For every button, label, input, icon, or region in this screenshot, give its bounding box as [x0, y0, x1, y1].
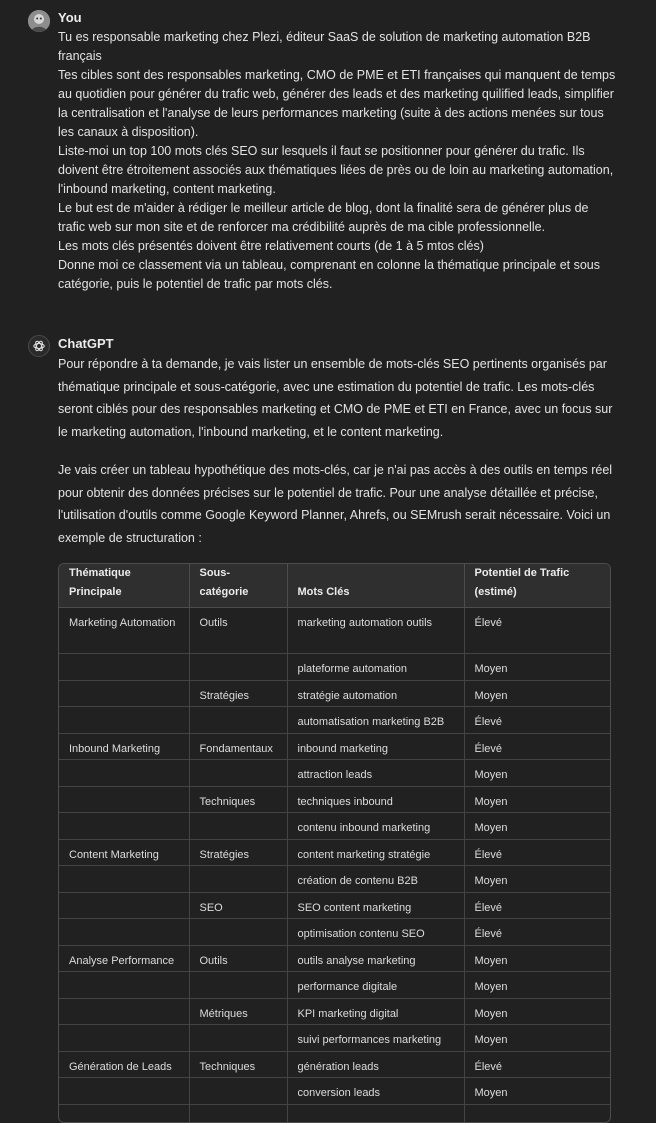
- cell-mot-cle: content marketing stratégie: [287, 839, 464, 866]
- cell-potentiel: [464, 1104, 611, 1123]
- cell-sous-categorie: Métriques: [189, 998, 287, 1025]
- table-row: [59, 839, 611, 866]
- user-paragraph: Tes cibles sont des responsables marketing, CMO de PME et ETI françaises qui manquent de temps au quotidien pour générer du trafic web, générer des leads et des marketing quilified leads, simplifier la centralisation et l'analyse de leurs performances marketing (suite à des actions menées sur tous les canaux à disposition).: [58, 66, 618, 142]
- cell-mot-cle: techniques inbound: [287, 786, 464, 813]
- cell-sous-categorie: Stratégies: [189, 839, 287, 866]
- header-sous-categorie: Sous-catégorie: [189, 564, 287, 608]
- cell-mot-cle: KPI marketing digital: [287, 998, 464, 1025]
- header-thematique: Thématique Principale: [59, 564, 189, 608]
- cell-mot-cle: SEO content marketing: [287, 892, 464, 919]
- openai-logo-icon: [32, 339, 46, 353]
- cell-thematique: [59, 786, 189, 813]
- cell-potentiel: Élevé: [464, 707, 611, 734]
- table-row: [59, 813, 611, 840]
- cell-potentiel: Élevé: [464, 839, 611, 866]
- cell-thematique: [59, 919, 189, 946]
- cell-mot-cle: automatisation marketing B2B: [287, 707, 464, 734]
- user-author-name: You: [58, 10, 82, 25]
- cell-sous-categorie: [189, 972, 287, 999]
- user-message-text: [58, 28, 618, 294]
- keywords-table-container: [58, 563, 611, 1123]
- user-avatar: [28, 10, 50, 32]
- cell-sous-categorie: [189, 760, 287, 787]
- cell-mot-cle: attraction leads: [287, 760, 464, 787]
- table-body: [59, 608, 611, 1123]
- cell-potentiel: Moyen: [464, 972, 611, 999]
- user-paragraph: Le but est de m'aider à rédiger le meilleur article de blog, dont la finalité sera de générer plus de trafic web sur mon site et de renforcer ma crédibilité auprès de ma cible professionnelle.: [58, 199, 618, 237]
- cell-sous-categorie: Stratégies: [189, 680, 287, 707]
- cell-sous-categorie: SEO: [189, 892, 287, 919]
- assistant-intro-text: [58, 353, 618, 443]
- cell-thematique: [59, 892, 189, 919]
- cell-mot-cle: suivi performances marketing: [287, 1025, 464, 1052]
- table-row: [59, 945, 611, 972]
- cell-mot-cle: [287, 1104, 464, 1123]
- assistant-paragraph: Je vais créer un tableau hypothétique des mots-clés, car je n'ai pas accès à des outils en temps réel pour obtenir des données précises sur le potentiel de trafic. Pour une analyse détaillée et précise, l'utilisation d'outils comme Google Keyword Planner, Ahrefs, ou SEMrush serait nécessaire. Voici un exemple de structuration :: [58, 459, 618, 549]
- cell-sous-categorie: [189, 813, 287, 840]
- table-row: [59, 707, 611, 734]
- user-paragraph: Donne moi ce classement via un tableau, comprenant en colonne la thématique principale et sous catégorie, puis le potentiel de trafic par mots clés.: [58, 256, 618, 294]
- cell-potentiel: Élevé: [464, 892, 611, 919]
- cell-mot-cle: stratégie automation: [287, 680, 464, 707]
- cell-mot-cle: outils analyse marketing: [287, 945, 464, 972]
- cell-mot-cle: marketing automation outils: [287, 608, 464, 654]
- header-mots-cles: Mots Clés: [287, 564, 464, 608]
- cell-thematique: Inbound Marketing: [59, 733, 189, 760]
- table-row: [59, 919, 611, 946]
- cell-mot-cle: performance digitale: [287, 972, 464, 999]
- table-row: [59, 786, 611, 813]
- cell-mot-cle: génération leads: [287, 1051, 464, 1078]
- cell-thematique: [59, 654, 189, 681]
- cell-mot-cle: création de contenu B2B: [287, 866, 464, 893]
- table-row: [59, 998, 611, 1025]
- cell-mot-cle: contenu inbound marketing: [287, 813, 464, 840]
- assistant-paragraph: Pour répondre à ta demande, je vais lister un ensemble de mots-clés SEO pertinents organisés par thématique principale et sous-catégorie, avec une estimation du potentiel de trafic. Les mots-clés seront ciblés pour des responsables marketing et CMO de PME et ETI en France, avec un focus sur le marketing automation, l'inbound marketing, et le content marketing.: [58, 353, 618, 443]
- user-paragraph: Les mots clés présentés doivent être relativement courts (de 1 à 5 mtos clés): [58, 237, 618, 256]
- cell-potentiel: Moyen: [464, 945, 611, 972]
- cell-sous-categorie: [189, 866, 287, 893]
- header-potentiel: Potentiel de Trafic (estimé): [464, 564, 611, 608]
- table-row: [59, 1051, 611, 1078]
- cell-thematique: [59, 1104, 189, 1123]
- cell-sous-categorie: [189, 919, 287, 946]
- user-paragraph: Liste-moi un top 100 mots clés SEO sur lesquels il faut se positionner pour générer du trafic. Ils doivent être étroitement associés aux thématiques liées de près ou de loin au marketing automation, l'inbound marketing, content marketing.: [58, 142, 618, 199]
- user-avatar-icon: [28, 10, 50, 32]
- cell-mot-cle: inbound marketing: [287, 733, 464, 760]
- assistant-author-name: ChatGPT: [58, 336, 114, 351]
- cell-thematique: [59, 1078, 189, 1105]
- cell-sous-categorie: [189, 707, 287, 734]
- table-row: [59, 1078, 611, 1105]
- table-row: [59, 733, 611, 760]
- cell-thematique: Analyse Performance: [59, 945, 189, 972]
- table-row: [59, 654, 611, 681]
- cell-sous-categorie: [189, 654, 287, 681]
- cell-thematique: [59, 972, 189, 999]
- table-row: [59, 1104, 611, 1123]
- cell-potentiel: Élevé: [464, 733, 611, 760]
- cell-sous-categorie: [189, 1078, 287, 1105]
- cell-potentiel: Moyen: [464, 998, 611, 1025]
- cell-thematique: [59, 680, 189, 707]
- table-row: [59, 608, 611, 654]
- table-header-row: [59, 564, 611, 608]
- cell-potentiel: Moyen: [464, 866, 611, 893]
- cell-thematique: [59, 707, 189, 734]
- cell-potentiel: Moyen: [464, 654, 611, 681]
- cell-potentiel: Élevé: [464, 1051, 611, 1078]
- cell-thematique: [59, 866, 189, 893]
- cell-thematique: [59, 813, 189, 840]
- cell-potentiel: Moyen: [464, 1078, 611, 1105]
- cell-thematique: Content Marketing: [59, 839, 189, 866]
- cell-potentiel: Moyen: [464, 1025, 611, 1052]
- cell-potentiel: Moyen: [464, 760, 611, 787]
- table-row: [59, 1025, 611, 1052]
- keywords-table: [59, 564, 611, 1123]
- cell-thematique: Marketing Automation: [59, 608, 189, 654]
- cell-mot-cle: plateforme automation: [287, 654, 464, 681]
- cell-sous-categorie: Techniques: [189, 786, 287, 813]
- cell-thematique: [59, 1025, 189, 1052]
- table-row: [59, 866, 611, 893]
- cell-sous-categorie: Outils: [189, 945, 287, 972]
- table-row: [59, 760, 611, 787]
- cell-potentiel: Moyen: [464, 786, 611, 813]
- table-row: [59, 892, 611, 919]
- cell-thematique: [59, 998, 189, 1025]
- table-row: [59, 972, 611, 999]
- cell-potentiel: Moyen: [464, 813, 611, 840]
- user-paragraph: Tu es responsable marketing chez Plezi, éditeur SaaS de solution de marketing automation B2B français: [58, 28, 618, 66]
- cell-sous-categorie: Outils: [189, 608, 287, 654]
- cell-sous-categorie: [189, 1104, 287, 1123]
- cell-potentiel: Moyen: [464, 680, 611, 707]
- cell-mot-cle: optimisation contenu SEO: [287, 919, 464, 946]
- cell-mot-cle: conversion leads: [287, 1078, 464, 1105]
- cell-sous-categorie: [189, 1025, 287, 1052]
- cell-thematique: Génération de Leads: [59, 1051, 189, 1078]
- cell-potentiel: Élevé: [464, 919, 611, 946]
- assistant-intro-text-2: [58, 459, 618, 549]
- cell-thematique: [59, 760, 189, 787]
- cell-sous-categorie: Fondamentaux: [189, 733, 287, 760]
- cell-sous-categorie: Techniques: [189, 1051, 287, 1078]
- cell-potentiel: Élevé: [464, 608, 611, 654]
- table-row: [59, 680, 611, 707]
- assistant-avatar: [28, 335, 50, 357]
